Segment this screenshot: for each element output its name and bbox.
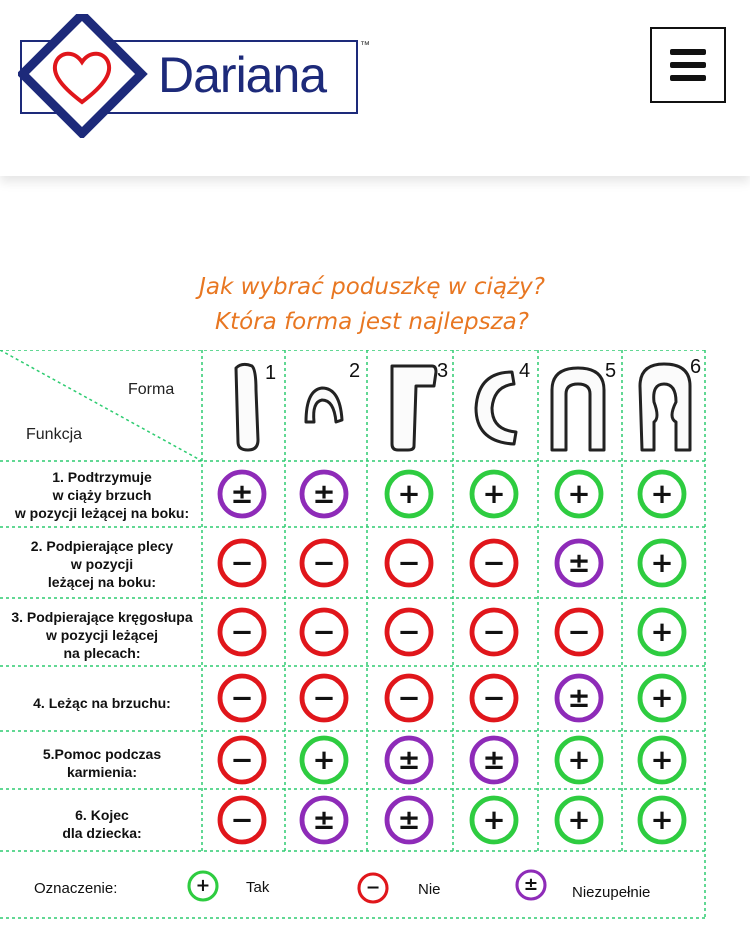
minus-circle-icon — [469, 673, 519, 723]
row-label-line: na plecach: — [63, 645, 141, 661]
symbol-glyph: + — [482, 478, 506, 510]
row-label-line: leżącej na boku: — [47, 574, 157, 590]
symbol-glyph: − — [230, 682, 254, 714]
row-label-line: 6. Kojec — [75, 807, 129, 823]
minus-circle-icon — [217, 735, 267, 785]
row-label-line: w pozycji leżącej na boku: — [14, 505, 190, 521]
plus-circle-icon — [637, 795, 687, 845]
row-label-line: 1. Podtrzymuje — [52, 469, 152, 485]
legend-partial-label: Niezupełnie — [572, 884, 651, 901]
plus-minus-circle-icon — [514, 868, 548, 902]
row-label — [2, 608, 202, 662]
symbol-glyph: ± — [312, 804, 336, 836]
symbol-glyph: ± — [397, 804, 421, 836]
column-number: 4 — [519, 360, 531, 382]
symbol-glyph: ± — [523, 875, 539, 895]
dariana-logo[interactable] — [18, 14, 388, 138]
plus-circle-icon — [299, 735, 349, 785]
symbol-glyph: + — [650, 547, 674, 579]
symbol-glyph: + — [567, 478, 591, 510]
plus-minus-circle-icon — [217, 469, 267, 519]
site-header — [0, 0, 750, 176]
plus-minus-circle-icon — [554, 673, 604, 723]
i-shape-pillow-icon — [236, 364, 258, 450]
symbol-glyph: − — [482, 682, 506, 714]
plus-circle-icon — [637, 673, 687, 723]
plus-minus-circle-icon — [299, 795, 349, 845]
plus-circle-icon — [186, 869, 220, 903]
plus-minus-circle-icon — [469, 735, 519, 785]
legend-title: Oznaczenie: — [34, 880, 118, 897]
symbol-glyph: − — [397, 682, 421, 714]
double-u-shape-pillow-icon — [640, 364, 690, 450]
symbol-glyph: − — [230, 804, 254, 836]
plus-circle-icon — [637, 538, 687, 588]
symbol-glyph: − — [312, 682, 336, 714]
column-number: 3 — [437, 360, 449, 382]
symbol-glyph: + — [312, 744, 336, 776]
symbol-glyph: − — [230, 616, 254, 648]
menu-bar-icon — [670, 62, 706, 68]
minus-circle-icon — [384, 538, 434, 588]
column-number: 1 — [265, 362, 277, 384]
minus-circle-icon — [299, 673, 349, 723]
small-u-shape-pillow-icon — [306, 388, 342, 422]
header-forma: Forma — [128, 381, 175, 398]
symbol-glyph: + — [567, 804, 591, 836]
symbol-glyph: + — [650, 478, 674, 510]
minus-circle-icon — [299, 538, 349, 588]
brand-name: Dariana — [158, 47, 327, 103]
symbol-glyph: − — [230, 744, 254, 776]
symbol-glyph: + — [567, 744, 591, 776]
minus-circle-icon — [217, 538, 267, 588]
minus-circle-icon — [217, 795, 267, 845]
minus-circle-icon — [217, 607, 267, 657]
row-label-line: dla dziecka: — [62, 825, 142, 841]
plus-circle-icon — [469, 795, 519, 845]
plus-circle-icon — [637, 469, 687, 519]
column-number: 2 — [349, 360, 361, 382]
minus-circle-icon — [217, 673, 267, 723]
row-label — [2, 537, 202, 591]
symbol-glyph: + — [650, 744, 674, 776]
symbol-glyph: ± — [567, 682, 591, 714]
symbol-glyph: + — [482, 804, 506, 836]
symbol-glyph: + — [195, 876, 211, 896]
legend-no-label: Nie — [418, 881, 441, 898]
trademark: ™ — [360, 40, 370, 51]
symbol-glyph: − — [567, 616, 591, 648]
symbol-glyph: − — [365, 878, 381, 898]
column-number: 5 — [605, 360, 617, 382]
row-label — [2, 745, 202, 781]
plus-circle-icon — [554, 469, 604, 519]
minus-circle-icon — [554, 607, 604, 657]
minus-circle-icon — [384, 673, 434, 723]
symbol-glyph: − — [397, 547, 421, 579]
minus-circle-icon — [469, 607, 519, 657]
minus-circle-icon — [384, 607, 434, 657]
plus-minus-circle-icon — [554, 538, 604, 588]
row-label-line: karmienia: — [66, 764, 138, 780]
row-label-line: w pozycji — [70, 556, 134, 572]
symbol-glyph: ± — [230, 478, 254, 510]
legend-yes-label: Tak — [246, 879, 270, 896]
symbol-glyph: + — [397, 478, 421, 510]
symbol-glyph: ± — [482, 744, 506, 776]
minus-circle-icon — [299, 607, 349, 657]
row-label — [2, 468, 202, 522]
pillow-shapes — [0, 350, 750, 470]
symbol-glyph: + — [650, 804, 674, 836]
row-label-line: w ciąży brzuch — [52, 487, 152, 503]
plus-circle-icon — [637, 735, 687, 785]
plus-circle-icon — [637, 607, 687, 657]
plus-minus-circle-icon — [384, 795, 434, 845]
symbol-glyph: + — [650, 682, 674, 714]
g-shape-pillow-icon — [392, 366, 436, 450]
menu-bar-icon — [670, 75, 706, 81]
symbol-glyph: − — [312, 547, 336, 579]
symbol-glyph: ± — [397, 744, 421, 776]
column-number: 6 — [690, 356, 702, 378]
row-label-line: 2. Podpierające plecy — [30, 538, 174, 554]
c-shape-pillow-icon — [476, 372, 516, 444]
minus-circle-icon — [356, 871, 390, 905]
u-shape-pillow-icon — [552, 368, 604, 450]
symbol-glyph: − — [312, 616, 336, 648]
heart-diamond-icon — [18, 14, 158, 138]
minus-circle-icon — [469, 538, 519, 588]
symbol-glyph: − — [230, 547, 254, 579]
menu-bar-icon — [670, 49, 706, 55]
page-title-line1: Jak wybrać poduszkę w ciąży? — [199, 274, 545, 300]
row-label — [2, 694, 202, 712]
symbol-glyph: + — [650, 616, 674, 648]
plus-circle-icon — [554, 795, 604, 845]
row-label-line: 4. Leżąc na brzuchu: — [33, 695, 171, 711]
plus-minus-circle-icon — [299, 469, 349, 519]
symbol-glyph: ± — [312, 478, 336, 510]
row-label-line: 3. Podpierające kręgosłupa — [11, 609, 193, 625]
symbol-glyph: − — [482, 616, 506, 648]
hamburger-menu-button[interactable] — [650, 27, 726, 103]
row-label-line: w pozycji leżącej — [45, 627, 159, 643]
plus-circle-icon — [469, 469, 519, 519]
row-label — [2, 806, 202, 842]
symbol-glyph: − — [482, 547, 506, 579]
plus-circle-icon — [384, 469, 434, 519]
plus-minus-circle-icon — [384, 735, 434, 785]
plus-circle-icon — [554, 735, 604, 785]
header-funkcja: Funkcja — [26, 426, 83, 443]
symbol-glyph: ± — [567, 547, 591, 579]
page-title-line2: Która forma jest najlepsza? — [215, 309, 529, 335]
symbol-glyph: − — [397, 616, 421, 648]
row-label-line: 5.Pomoc podczas — [42, 746, 162, 762]
